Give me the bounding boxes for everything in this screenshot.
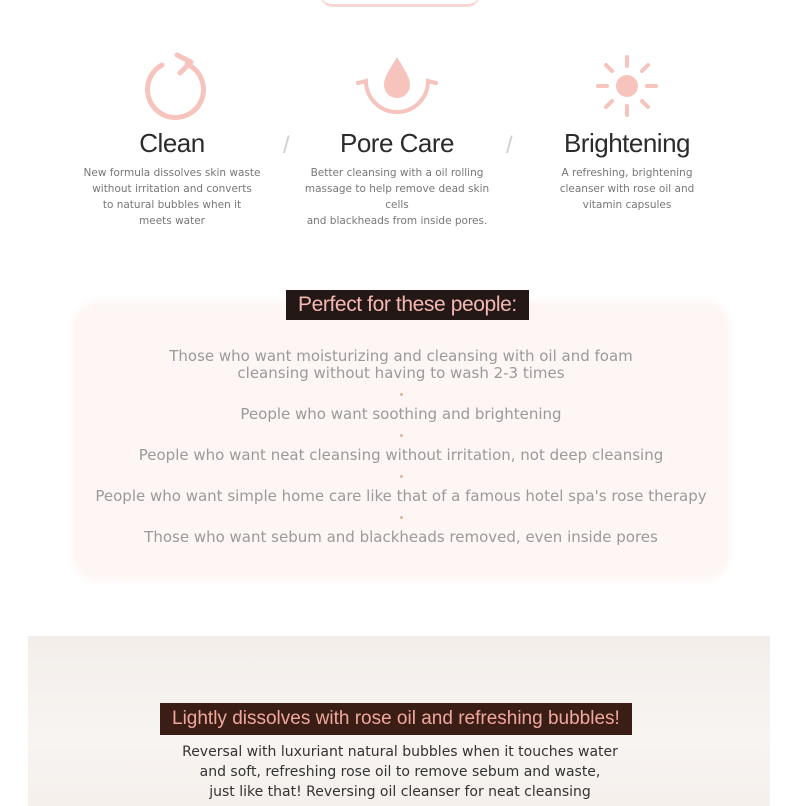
people-heading: Perfect for these people: [286, 290, 529, 320]
desc-line: vitamin capsules [582, 199, 672, 211]
desc-line: Reversal with luxuriant natural bubbles when it touches water [182, 744, 618, 760]
list-item-line: Those who want sebum and blackheads removed, even inside pores [144, 528, 658, 546]
desc-line: meets water [139, 215, 205, 227]
list-item [76, 488, 726, 505]
bullet-dot [76, 464, 726, 488]
feature-pore-care [297, 50, 497, 229]
list-item-line: People who want simple home care like that of a famous hotel spa's rose therapy [95, 487, 707, 505]
sun-icon [527, 50, 727, 122]
feature-description [297, 165, 497, 229]
feature-clean [72, 50, 272, 229]
feature-description [527, 165, 727, 213]
desc-line: massage to help remove dead skin cells [304, 183, 490, 211]
list-item [76, 406, 726, 423]
list-item [76, 348, 726, 382]
desc-line: without irritation and converts [92, 183, 252, 195]
bottom-heading: Lightly dissolves with rose oil and refreshing bubbles! [160, 703, 632, 735]
desc-line: and soft, refreshing rose oil to remove sebum and waste, [199, 764, 601, 780]
drop-icon [297, 50, 497, 122]
feature-brightening [527, 50, 727, 213]
feature-title: Clean [139, 128, 205, 158]
feature-title: Pore Care [340, 128, 454, 158]
bottom-description [150, 742, 650, 802]
refresh-arrow-icon [72, 50, 272, 122]
list-item-line: Those who want moisturizing and cleansing with oil and foam [169, 347, 633, 365]
list-item-line: People who want neat cleansing without irritation, not deep cleansing [138, 446, 664, 464]
separator-slash: / [506, 132, 513, 159]
list-item [76, 447, 726, 464]
bullet-dot [76, 382, 726, 406]
list-item-line: People who want soothing and brightening [240, 405, 562, 423]
feature-title: Brightening [563, 128, 691, 158]
desc-line: Better cleansing with a oil rolling [310, 167, 484, 179]
desc-line: and blackheads from inside pores. [306, 215, 488, 227]
separator-slash: / [283, 132, 290, 159]
feature-description [72, 165, 272, 229]
people-list [76, 348, 726, 546]
bullet-dot [76, 505, 726, 529]
desc-line: A refreshing, brightening [561, 167, 693, 179]
desc-line: cleanser with rose oil and [559, 183, 695, 195]
desc-line: just like that! Reversing oil cleanser for neat cleansing [209, 784, 591, 800]
list-item-line: cleansing without having to wash 2-3 times [237, 364, 565, 382]
desc-line: to natural bubbles when it [102, 199, 242, 211]
top-decorative-arc [320, 0, 480, 7]
list-item [76, 529, 726, 546]
bullet-dot [76, 423, 726, 447]
desc-line: New formula dissolves skin waste [83, 167, 261, 179]
